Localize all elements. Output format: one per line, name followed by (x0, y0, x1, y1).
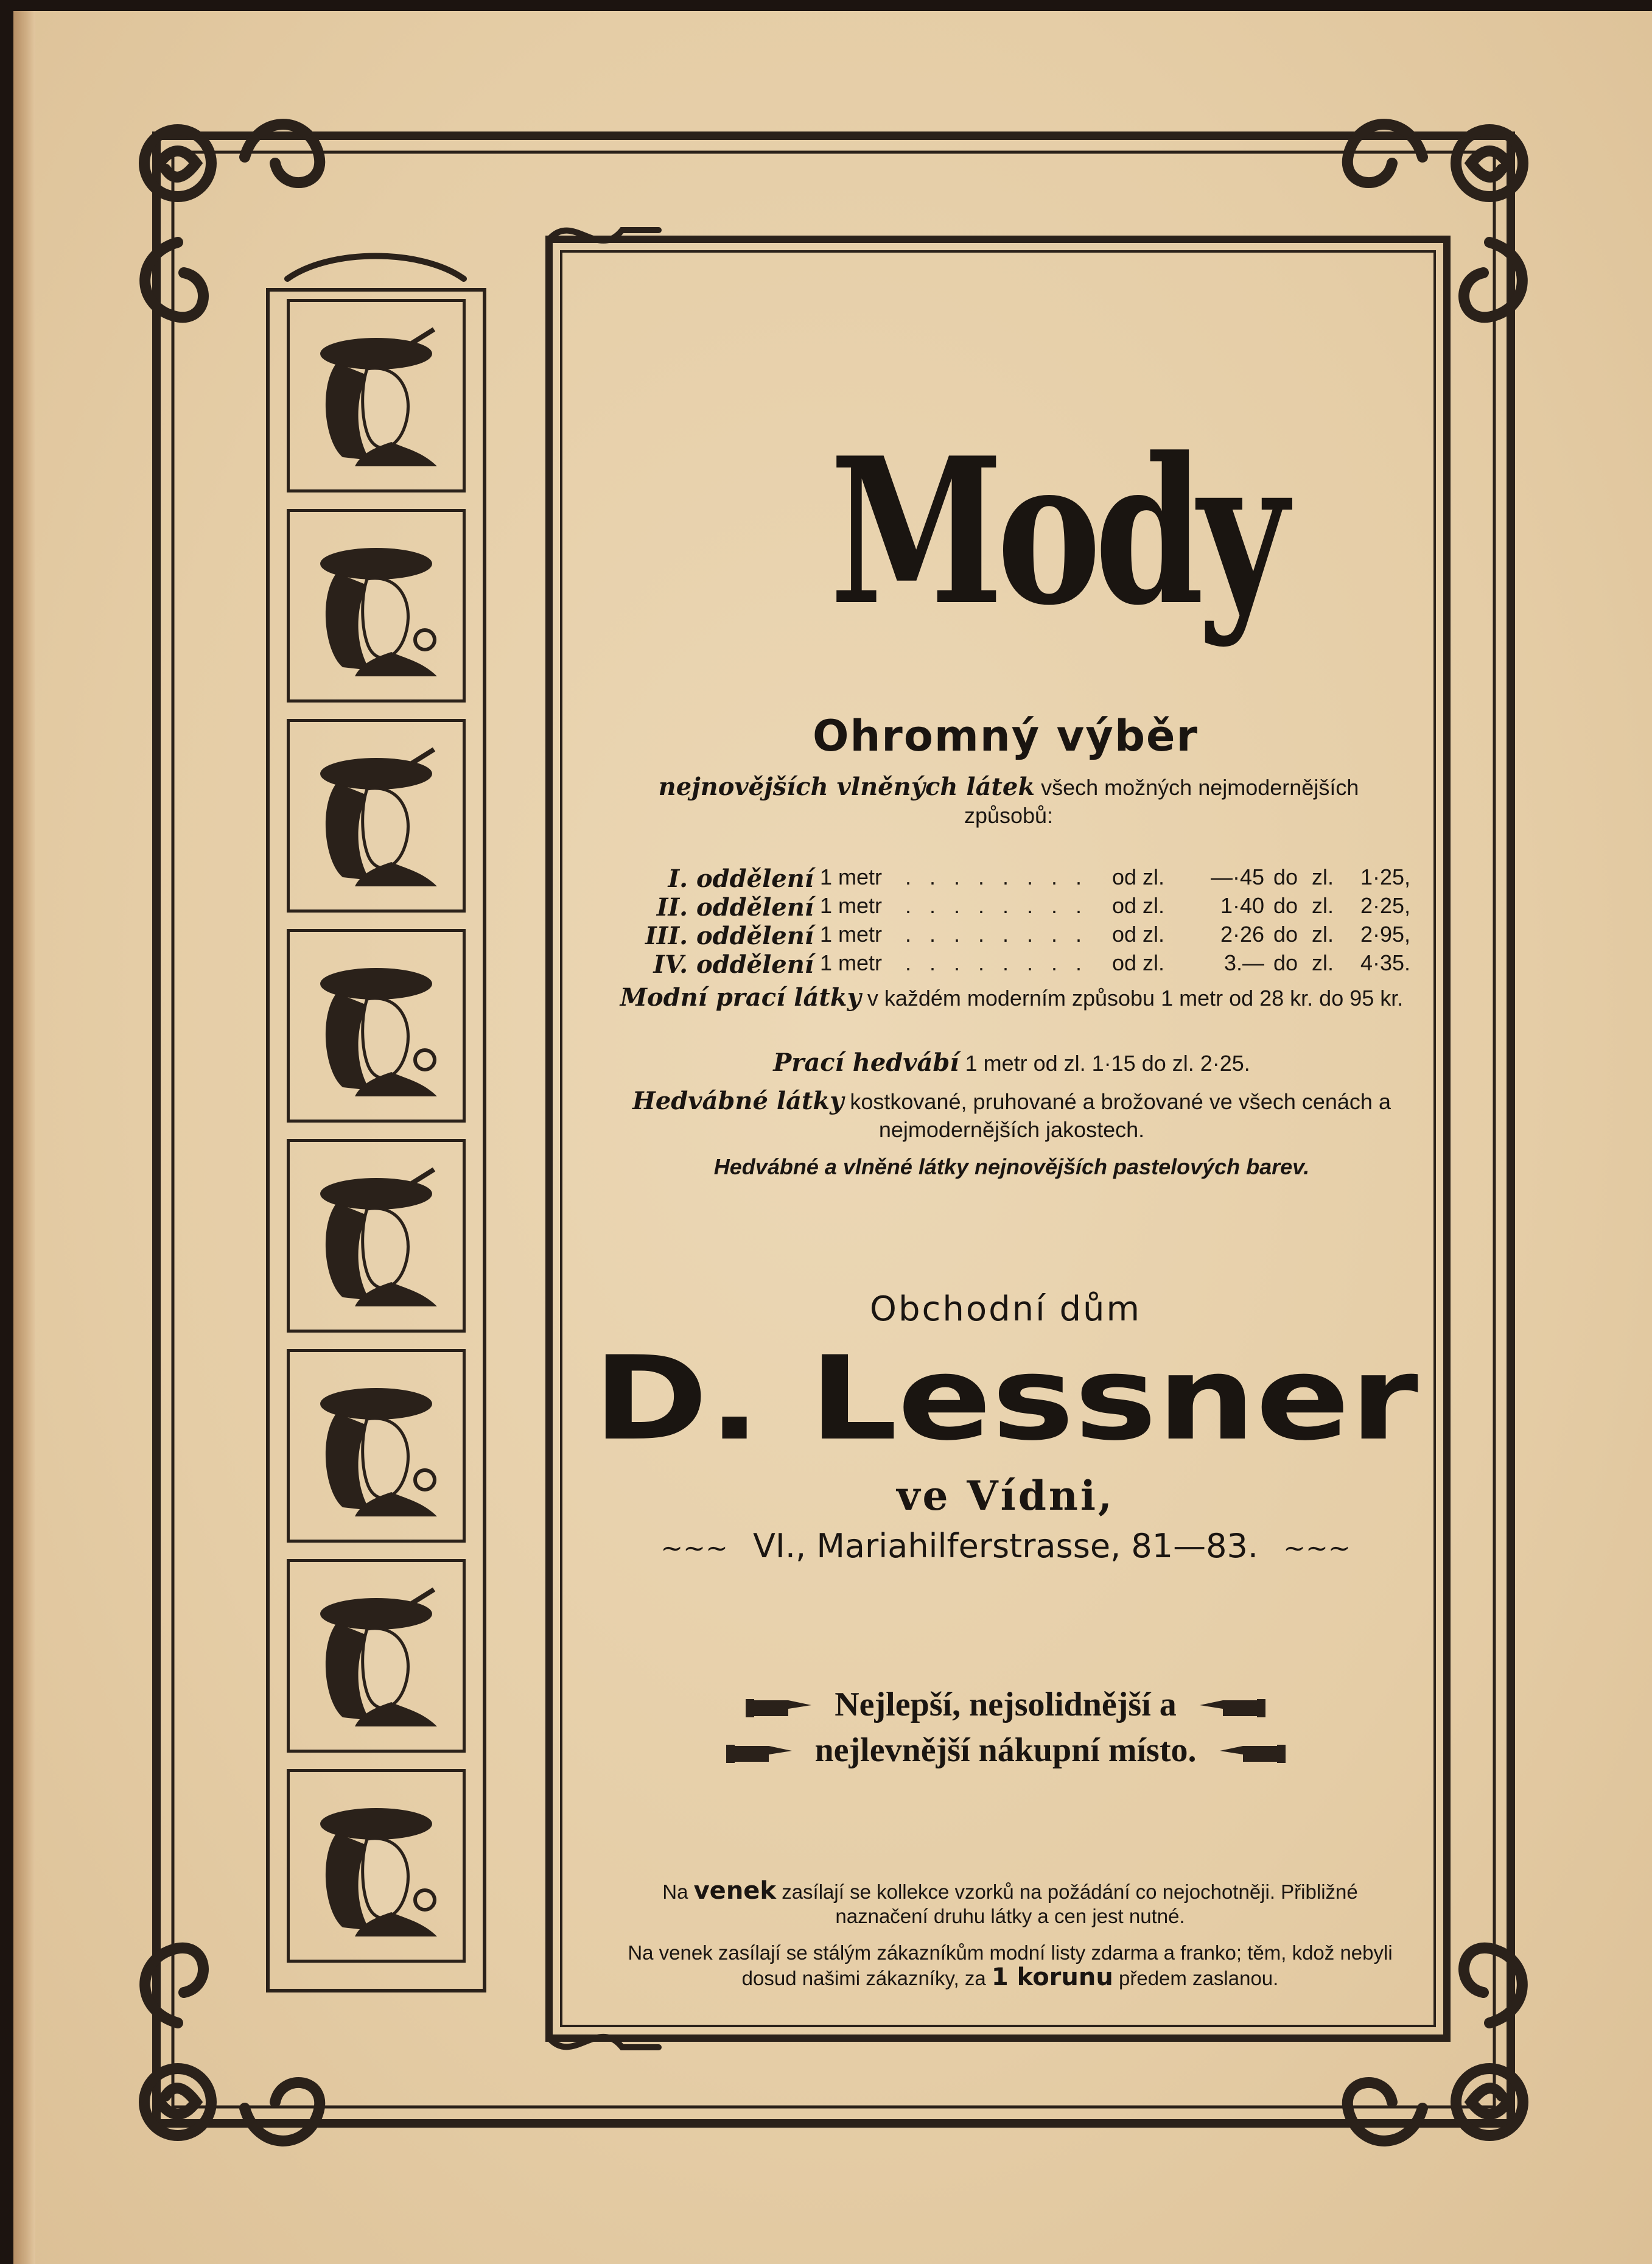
department-name: IV. oddělení (653, 950, 814, 979)
pointing-hand-left-icon (1199, 1695, 1265, 1720)
price-from-label: od zl. (1112, 950, 1165, 975)
price-from: —·45 (1210, 864, 1264, 889)
page-title: Mody (830, 413, 1282, 650)
department-price-list (613, 864, 1410, 979)
washable-rest: v každém moderním způsobu 1 metr od 28 kr. do 95 kr. (867, 986, 1404, 1011)
squiggle-right: ~~~ (1283, 1533, 1351, 1564)
portrait-cell (287, 1559, 466, 1753)
subtitle: Ohromný výběr (812, 711, 1199, 761)
footer-fashion-sheets-note (616, 1941, 1404, 1991)
slogan-line-1 (595, 1685, 1416, 1724)
washable-emphasis: Modní prací látky (620, 983, 861, 1012)
department-row (613, 864, 1410, 893)
price-to-label: do (1273, 893, 1298, 918)
leader-dots: . . . . . . . . (905, 893, 1088, 918)
department-unit: 1 metr (820, 922, 883, 947)
department-row (613, 950, 1410, 979)
portrait-column (272, 294, 480, 1986)
intro-rest: všech možných nejmodernějších způsobů: (964, 775, 1359, 828)
intro-emphasis: nejnovějších vlněných látek (658, 773, 1035, 801)
lady-portrait-icon (318, 746, 440, 886)
lady-portrait-icon (318, 956, 440, 1096)
price-to: 1·25, (1360, 864, 1410, 889)
price-to: 2·95, (1360, 922, 1410, 947)
currency-label: zl. (1312, 922, 1334, 947)
footer-p2-start: Na venek zasílají se stálým zákazníkům modní listy zdarma a franko; těm, kdož nebyli dosud našimi zákazníky, za (628, 1941, 1393, 1989)
price-to: 2·25, (1360, 893, 1410, 918)
price-from: 2·26 (1220, 922, 1264, 947)
silk-fabrics-emphasis: Hedvábné látky (632, 1087, 844, 1115)
footer-p1-rest: zasílají se kollekce vzorků na požádání co nejochotněji. Přibližné naznačení druhu látky a cen jest nutné. (782, 1880, 1358, 1927)
portrait-cell (287, 299, 466, 492)
price-from: 1·40 (1220, 893, 1264, 918)
leader-dots: . . . . . . . . (905, 864, 1088, 889)
portrait-cell (287, 929, 466, 1123)
pointing-hand-right-icon (726, 1741, 793, 1765)
portrait-cell (287, 1349, 466, 1543)
slogan-text-1: Nejlepší, nejsolidnější a (835, 1686, 1177, 1723)
department-unit: 1 metr (820, 950, 883, 975)
shop-name: D. Lessner (592, 1331, 1418, 1466)
portrait-cell (287, 719, 466, 913)
department-row (613, 922, 1410, 950)
washable-fabrics (613, 984, 1410, 1012)
footer-p1-bold: venek (693, 1877, 777, 1905)
footer-p2-bold: 1 korunu (991, 1963, 1113, 1991)
shop-city: ve Vídni, (897, 1472, 1115, 1519)
price-from: 3.— (1223, 950, 1264, 975)
currency-label: zl. (1312, 864, 1334, 889)
washable-silk (613, 1049, 1410, 1078)
department-name: I. oddělení (668, 864, 814, 893)
department-row (613, 893, 1410, 922)
pastel-fabrics: Hedvábné a vlněné látky nejnovějších pastelových barev. (713, 1154, 1310, 1179)
lady-portrait-icon (318, 1796, 440, 1936)
department-unit: 1 metr (820, 893, 883, 918)
slogan-line-2 (595, 1731, 1416, 1770)
price-to: 4·35. (1360, 950, 1410, 975)
silk-fabrics-rest: kostkované, pruhované a brožované ve všech cenách a nejmodernějších jakostech. (850, 1089, 1391, 1142)
lady-portrait-icon (318, 1166, 440, 1306)
silk-fabrics (613, 1087, 1410, 1144)
advertisement-text (592, 340, 1418, 2038)
department-name: II. oddělení (656, 893, 814, 922)
page (13, 11, 1652, 2264)
currency-label: zl. (1312, 893, 1334, 918)
portrait-cell (287, 509, 466, 703)
lady-portrait-icon (318, 326, 440, 466)
pointing-hand-right-icon (746, 1695, 813, 1720)
price-to-label: do (1273, 864, 1298, 889)
price-from-label: od zl. (1112, 864, 1165, 889)
shop-address-line (595, 1527, 1416, 1565)
lady-portrait-icon (318, 536, 440, 676)
department-name: III. oddělení (645, 922, 814, 950)
leader-dots: . . . . . . . . (905, 922, 1088, 947)
squiggle-left: ~~~ (660, 1533, 728, 1564)
lady-portrait-icon (318, 1376, 440, 1516)
washable-silk-emphasis: Prací hedvábí (773, 1048, 959, 1077)
shop-label: Obchodní dům (869, 1289, 1142, 1329)
washable-silk-rest: 1 metr od zl. 1·15 do zl. 2·25. (965, 1051, 1250, 1076)
portrait-cell (287, 1769, 466, 1963)
slogan-text-2: nejlevnější nákupní místo. (814, 1731, 1197, 1769)
intro-text (613, 773, 1404, 830)
pointing-hand-left-icon (1219, 1741, 1286, 1765)
price-to-label: do (1273, 950, 1298, 975)
currency-label: zl. (1312, 950, 1334, 975)
shop-address: VI., Mariahilferstrasse, 81—83. (752, 1527, 1258, 1565)
department-unit: 1 metr (820, 864, 883, 889)
footer-p1-start: Na (662, 1880, 688, 1903)
price-from-label: od zl. (1112, 922, 1165, 947)
price-from-label: od zl. (1112, 893, 1165, 918)
leader-dots: . . . . . . . . (905, 950, 1088, 975)
footer-p2-rest: předem zaslanou. (1119, 1967, 1279, 1989)
lady-portrait-icon (318, 1586, 440, 1726)
portrait-column-crest (287, 256, 464, 279)
portrait-cell (287, 1139, 466, 1333)
footer-samples-note (616, 1879, 1404, 1929)
price-to-label: do (1273, 922, 1298, 947)
